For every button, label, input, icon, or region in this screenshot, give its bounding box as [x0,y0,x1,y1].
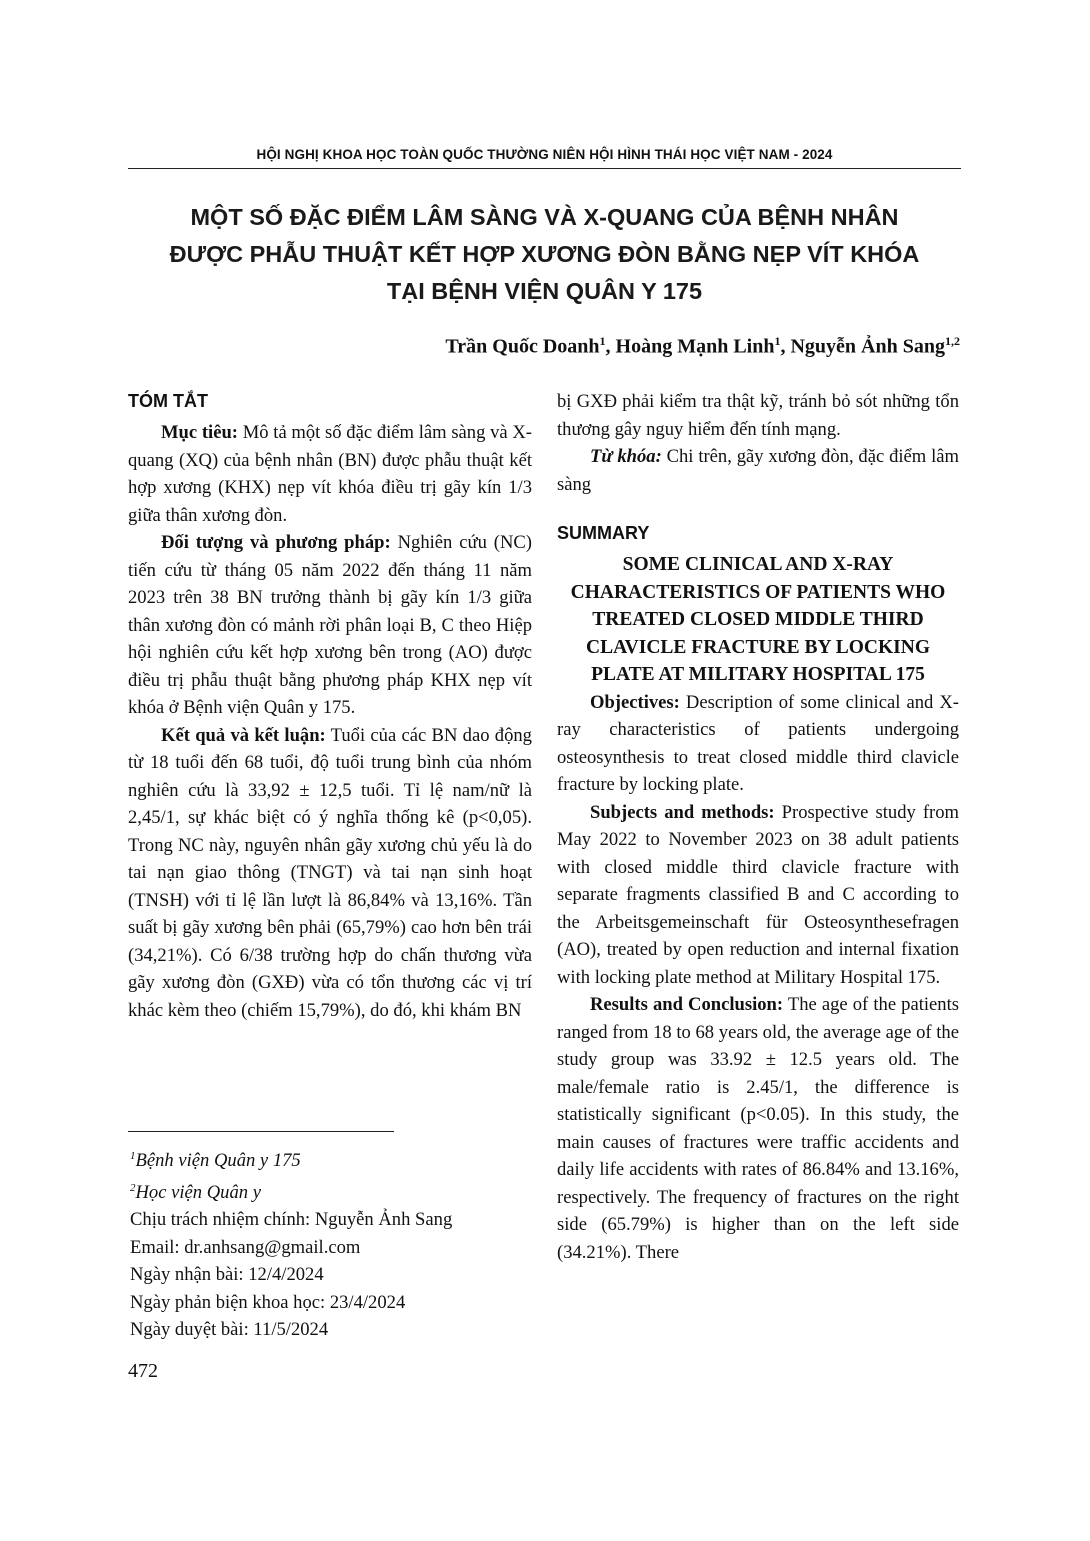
affiliation-1-sup: 1 [130,1150,136,1162]
english-title: SOME CLINICAL AND X-RAY CHARACTERISTICS OF PATIENTS WHO TREATED CLOSED MIDDLE THIRD CLAVICLE FRACTURE BY LOCKING PLATE AT MILITARY HOSPITAL 175 [570,554,946,685]
right-column [557,388,959,1266]
date-received: Ngày nhận bài: 12/4/2024 [130,1264,324,1286]
keywords [557,443,959,498]
email: Email: dr.anhsang@gmail.com [130,1236,361,1258]
results-text: Tuổi của các BN dao động từ 18 tuổi đến 68 tuổi, độ tuổi trung bình của nhóm nghiên cứu là 33,92 ± 12,5 tuổi. Tỉ lệ nam/nữ là 2,45/1, sự khác biệt có ý nghĩa thống kê (p<0,05). Trong NC này, nguyên nhân gãy xương chủ yếu là do tai nạn giao thông (TNGT) và tai nạn sinh hoạt (TNSH) với tỉ lệ lần lượt là 86,84% và 13,16%. Tần suất bị gãy xương bên phải (65,79%) cao hơn bên trái (34,21%). Có 6/38 trường hợp do chấn thương vừa gãy xương đòn (GXĐ) vừa có tổn thương các vị trí khác kèm theo (chiếm 15,79%), do đó, khi khám BN [128,724,532,1021]
affiliation-2-text: Học viện Quân y [135,1181,261,1203]
author-2: Hoàng Mạnh Linh [615,335,775,358]
objective-label: Mục tiêu: [161,422,239,443]
author-3-affiliation: 1,2 [945,334,960,348]
summary-results-label: Results and Conclusion: [590,994,784,1015]
summary-objective-label: Objectives: [590,691,680,713]
article-title [128,199,961,310]
affiliation-1-text: Bệnh viện Quân y 175 [135,1150,301,1172]
affiliation-2 [130,1175,534,1207]
date-reviewed: Ngày phản biện khoa học: 23/4/2024 [130,1291,406,1313]
affiliation-1 [130,1143,534,1175]
abstract-results-continued: bị GXĐ phải kiểm tra thật kỹ, tránh bỏ sót những tổn thương gây nguy hiểm đến tính mạng. [557,391,959,440]
author-1-affiliation: 1 [599,334,606,348]
objective-text: Mô tả một số đặc điểm lâm sàng và X-quang (XQ) của bệnh nhân (BN) được phẫu thuật kết hợp xương (KHX) nẹp vít khóa điều trị gãy kín 1/3 giữa thân xương đòn. [128,422,533,526]
summary-results-text: The age of the patients ranged from 18 to 68 years old, the average age of the study group was 33.92 ± 12.5 years old. The male/female ratio is 2.45/1, the difference is statistically significant (p<0.05). In this study, the main causes of fractures were traffic accidents and daily life accidents with rates of 86.84% and 13.16%, respectively. The frequency of fractures on the right side (65.79%) is higher than on the left side (34.21%). There [557,994,960,1263]
summary-methods [557,799,959,992]
abstract-heading: TÓM TẮT [128,391,208,411]
date-accepted: Ngày duyệt bài: 11/5/2024 [130,1319,329,1341]
keywords-text: Chi trên, gãy xương đòn, đặc điểm lâm sàng [557,446,959,495]
summary-methods-text: Prospective study from May 2022 to November 2023 on 38 adult patients with closed middle third clavicle fracture with separate fragments classified B and C according to the Arbeitsgemeinschaft für Osteosynthesefragen (AO), treated by open reduction and internal fixation with locking plate method at Military Hospital 175. [557,801,959,988]
footnote-divider [128,1131,394,1132]
results-label: Kết quả và kết luận: [161,724,326,746]
methods-text: Nghiên cứu (NC) tiến cứu từ tháng 05 năm 2022 đến tháng 11 năm 2023 trên 38 BN trưởng thành bị gãy kín 1/3 giữa thân xương đòn có mảnh rời phân loại B, C theo Hiệp hội nghiên cứu kết hợp xương bên trong (AO) được điều trị phẫu thuật bằng phương pháp KHX nẹp vít khóa ở Bệnh viện Quân y 175. [128,532,532,718]
title-line-1: MỘT SỐ ĐẶC ĐIỂM LÂM SÀNG VÀ X-QUANG CỦA BỆNH NHÂN [190,204,899,230]
abstract-objective [128,419,532,529]
methods-label: Đối tượng và phương pháp: [161,532,391,553]
summary-methods-label: Subjects and methods: [590,801,775,823]
header-divider [128,168,961,169]
author-3: Nguyễn Ảnh Sang [790,335,945,358]
author-1: Trần Quốc Doanh [445,335,600,358]
summary-objective-text: Description of some clinical and X-ray characteristics of patients undergoing osteosynthesis to treat closed middle third clavicle fracture by locking plate. [557,691,959,795]
keywords-label: Từ khóa: [590,446,662,467]
abstract-methods [128,529,532,722]
corresponding-author: Chịu trách nhiệm chính: Nguyễn Ảnh Sang [130,1209,453,1231]
page-number: 472 [128,1360,158,1382]
left-column [128,388,532,1024]
author-2-affiliation: 1 [774,334,781,348]
title-line-2: ĐƯỢC PHẪU THUẬT KẾT HỢP XƯƠNG ĐÒN BẰNG NẸP VÍT KHÓA [169,241,920,267]
author-list: Trần Quốc Doanh$^1$, Hoàng Mạnh Linh$^1$, Nguyễn Ảnh Sang$^{1,2}$ [445,334,960,358]
title-line-3: TẠI BỆNH VIỆN QUÂN Y 175 [386,278,703,304]
summary-heading: SUMMARY [557,523,650,543]
abstract-results [128,722,532,1025]
footnotes [130,1143,534,1344]
summary-results [557,991,959,1266]
summary-objective [557,689,959,799]
journal-header: HỘI NGHỊ KHOA HỌC TOÀN QUỐC THƯỜNG NIÊN HỘI HÌNH THÁI HỌC VIỆT NAM - 2024 [256,147,833,162]
affiliation-2-sup: 2 [130,1181,136,1194]
